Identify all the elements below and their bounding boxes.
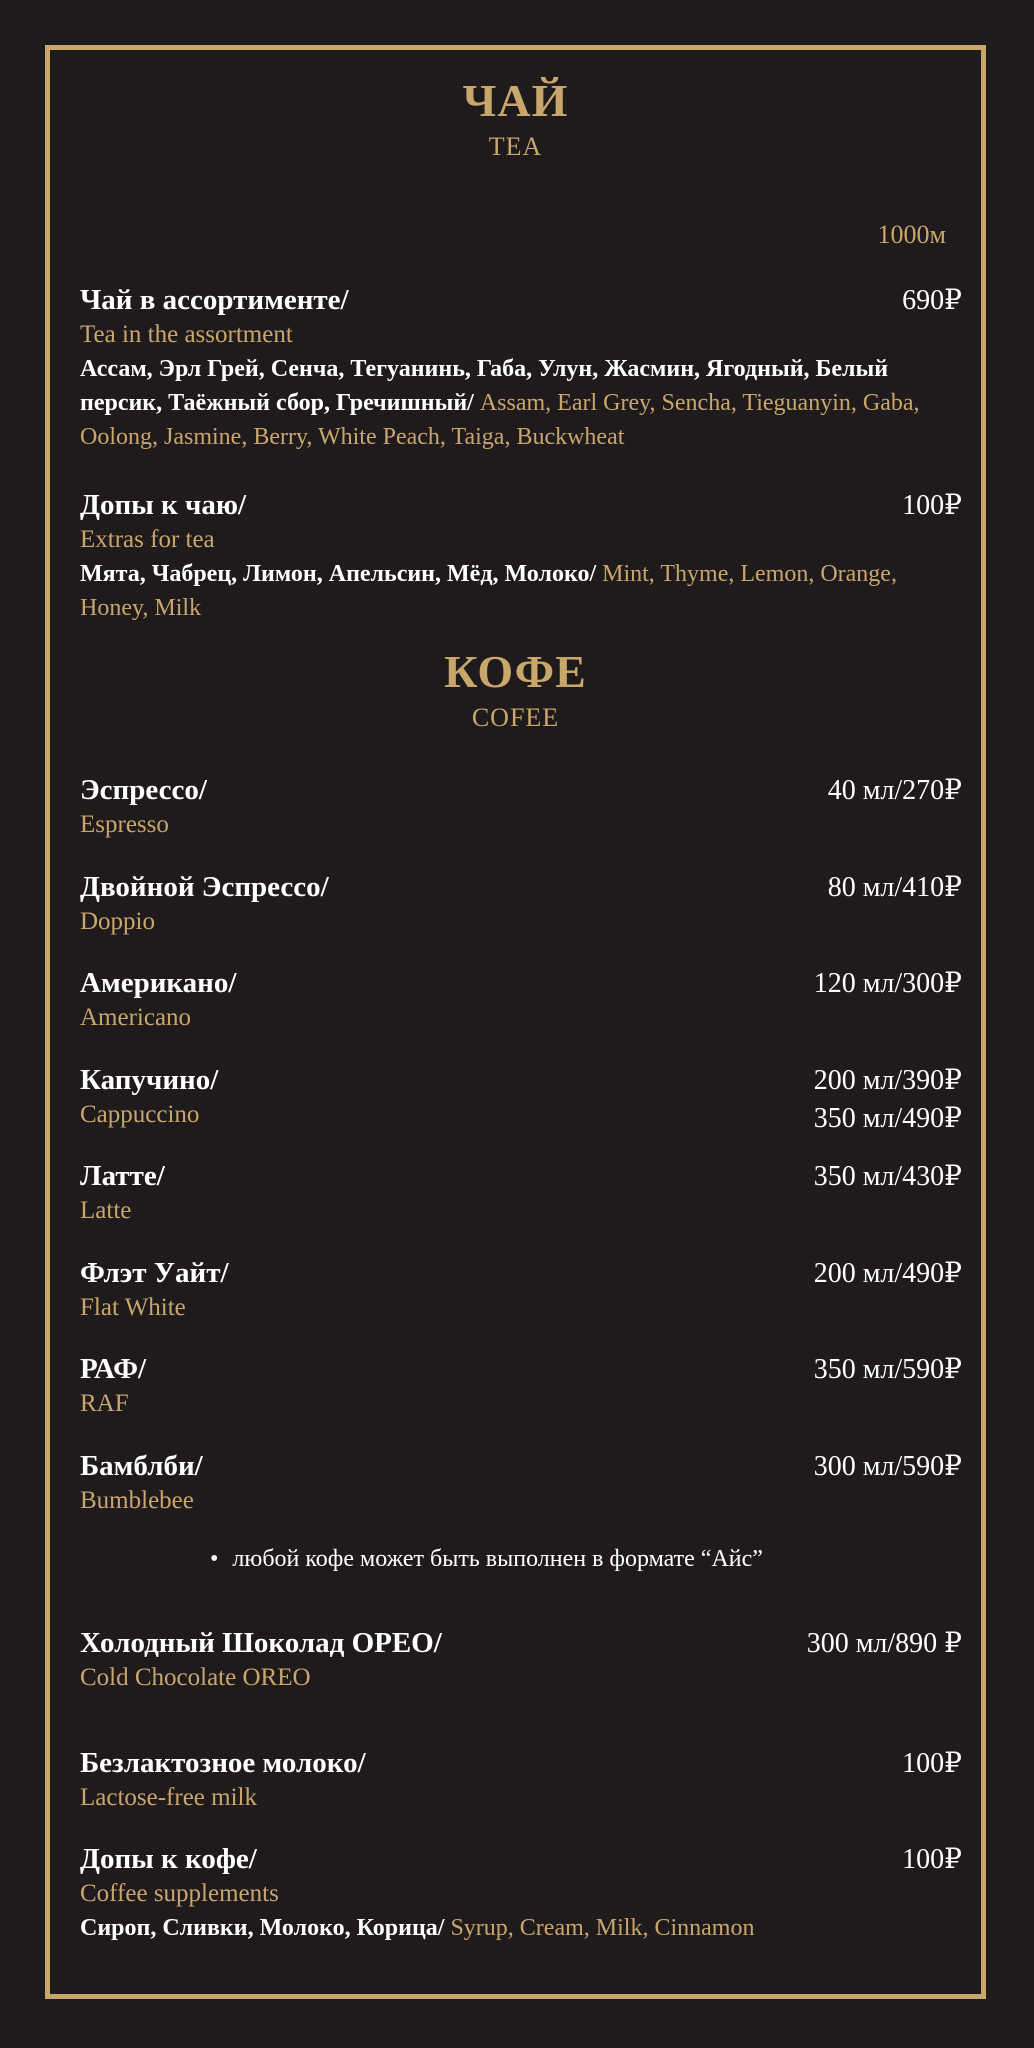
menu-item-tea-extras xyxy=(80,487,962,625)
tea-section-title: ЧАЙ xyxy=(462,75,569,126)
item-name-en: Extras for tea xyxy=(80,526,215,553)
item-name-en: RAF xyxy=(80,1390,129,1417)
description-en: Mint, Thyme, Lemon, Orange, Honey, Milk xyxy=(80,561,897,621)
item-price-pair xyxy=(814,1062,962,1138)
item-price: 120 мл/300₽ xyxy=(813,968,962,999)
menu-item-coffee-supplements xyxy=(80,1841,962,1945)
item-price: 100₽ xyxy=(902,490,962,521)
item-price: 100₽ xyxy=(902,1748,962,1779)
item-price: 350 мл/590₽ xyxy=(813,1354,962,1385)
item-name: Американо/ xyxy=(80,967,237,999)
tea-volume-header: 1000м xyxy=(877,220,946,249)
note-text: любой кофе может быть выполнен в формате “Айс” xyxy=(232,1546,763,1572)
menu-item-doppio xyxy=(80,869,962,939)
item-description xyxy=(80,352,930,454)
item-name: Чай в ассортименте/ xyxy=(80,284,349,316)
menu-item-lactose-free-milk xyxy=(80,1745,962,1815)
item-name-en: Bumblebee xyxy=(80,1487,194,1514)
item-description xyxy=(80,1911,930,1945)
item-name-en: Latte xyxy=(80,1197,132,1224)
bullet-icon: • xyxy=(210,1546,219,1572)
menu-item-americano xyxy=(80,965,962,1035)
item-price: 690₽ xyxy=(902,285,962,316)
item-price-large: 350 мл/490₽ xyxy=(813,1103,962,1134)
menu-item-tea-assortment xyxy=(80,282,962,454)
tea-section-subtitle: TEA xyxy=(488,132,543,161)
item-name-en: Doppio xyxy=(80,908,155,935)
item-price: 100₽ xyxy=(902,1844,962,1875)
description-ru: Мята, Чабрец, Лимон, Апельсин, Мёд, Молоко/ xyxy=(80,561,597,587)
description-en: Syrup, Cream, Milk, Cinnamon xyxy=(444,1915,755,1941)
item-price: 200 мл/490₽ xyxy=(813,1258,962,1289)
item-name-en: Cold Chocolate OREO xyxy=(80,1664,311,1691)
item-price: 40 мл/270₽ xyxy=(827,775,962,806)
item-name-en: Coffee supplements xyxy=(80,1880,279,1907)
menu-item-flat-white xyxy=(80,1255,962,1325)
item-name: РАФ/ xyxy=(80,1353,147,1385)
description-ru: Сироп, Сливки, Молоко, Корица/ xyxy=(80,1915,445,1941)
item-price: 200 мл/390₽ xyxy=(813,1065,962,1096)
item-price: 300 мл/590₽ xyxy=(813,1451,962,1482)
item-name: Двойной Эспрессо/ xyxy=(80,871,329,903)
item-name: Допы к чаю/ xyxy=(80,489,247,521)
item-name-en: Cappuccino xyxy=(80,1101,200,1128)
item-name: Безлактозное молоко/ xyxy=(80,1747,366,1779)
menu-item-latte xyxy=(80,1158,962,1228)
item-name: Эспрессо/ xyxy=(80,774,207,806)
item-price: 300 мл/890 ₽ xyxy=(806,1628,962,1659)
menu-item-bumblebee xyxy=(80,1448,962,1518)
item-name: Допы к кофе/ xyxy=(80,1843,257,1875)
item-description xyxy=(80,557,930,625)
menu-item-cappuccino xyxy=(80,1062,962,1132)
item-price: 80 мл/410₽ xyxy=(827,872,962,903)
item-name: Латте/ xyxy=(80,1160,165,1192)
description-ru: Ассам, Эрл Грей, Сенча, Тегуанинь, Габа, Улун, Жасмин, Ягодный, Белый персик, Таёжный сбор, Гречишный/ xyxy=(80,356,889,416)
item-name-en: Americano xyxy=(80,1004,192,1031)
item-price: 350 мл/430₽ xyxy=(813,1161,962,1192)
item-name: Холодный Шоколад ОРЕО/ xyxy=(80,1627,442,1659)
item-name: Бамблби/ xyxy=(80,1450,203,1482)
item-name-en: Espresso xyxy=(80,811,169,838)
menu-item-cold-chocolate-oreo xyxy=(80,1625,962,1695)
coffee-section-subtitle: COFEE xyxy=(471,703,560,732)
item-name: Капучино/ xyxy=(80,1064,219,1096)
item-name-en: Flat White xyxy=(80,1294,186,1321)
iced-coffee-note xyxy=(210,1546,763,1573)
menu-item-espresso xyxy=(80,772,962,842)
menu-item-raf xyxy=(80,1351,962,1421)
item-name: Флэт Уайт/ xyxy=(80,1257,229,1289)
coffee-section-title: КОФЕ xyxy=(444,646,587,697)
item-name-en: Tea in the assortment xyxy=(80,321,293,348)
description-en: Assam, Earl Grey, Sencha, Tieguanyin, Gaba, Oolong, Jasmine, Berry, White Peach, Taiga, Buckwheat xyxy=(80,390,920,450)
item-name-en: Lactose-free milk xyxy=(80,1784,257,1811)
